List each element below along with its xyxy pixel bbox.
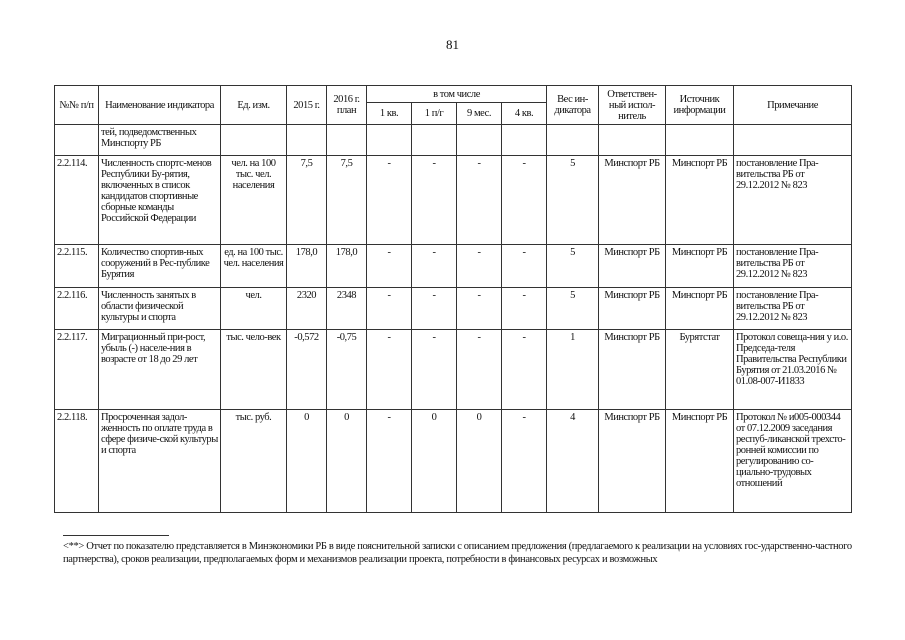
cell-source: Минспорт РБ xyxy=(666,245,734,288)
table-row xyxy=(55,288,852,330)
cell-2016: -0,75 xyxy=(327,330,367,410)
cell-9m: - xyxy=(457,330,502,410)
table-row-continuation xyxy=(55,125,852,156)
table-row xyxy=(55,156,852,245)
header-weight: Вес ин-дикатора xyxy=(547,86,599,125)
cell-responsible: Минспорт РБ xyxy=(599,410,666,513)
cell-responsible: Минспорт РБ xyxy=(599,288,666,330)
header-responsible: Ответствен-ный испол-нитель xyxy=(599,86,666,125)
cell-2015: 178,0 xyxy=(287,245,327,288)
header-including: в том числе xyxy=(367,86,547,103)
cell-num: 2.2.114. xyxy=(55,156,99,245)
table-row xyxy=(55,410,852,513)
cell-unit: тыс. руб. xyxy=(221,410,287,513)
footnote: <**> Отчет по показателю представляется в Минэкономики РБ в виде пояснительной записки с описанием предложения (предлагаемого к реализации на условиях гос-ударственно-частного партнерства), сроков реализации, предполагаемых форм и механизмов реализации проекта, потребности в финансовых ресурсах и возможных xyxy=(63,541,852,565)
cell-weight: 5 xyxy=(547,245,599,288)
cell-name: Численность занятых в области физической культуры и спорта xyxy=(99,288,221,330)
header-9m: 9 мес. xyxy=(457,103,502,125)
header-2015: 2015 г. xyxy=(287,86,327,125)
cell-q4: - xyxy=(502,288,547,330)
cell-unit: тыс. чело-век xyxy=(221,330,287,410)
cell-note: Протокол № и005-000344 от 07.12.2009 заседания респуб-ликанской трехсто-ронней комиссии по регулированию со-циально-трудовых отношений xyxy=(734,410,852,513)
header-q4: 4 кв. xyxy=(502,103,547,125)
cell-unit: ед. на 100 тыс. чел. населения xyxy=(221,245,287,288)
cell-9m: - xyxy=(457,156,502,245)
cell-responsible: Минспорт РБ xyxy=(599,156,666,245)
header-q1: 1 кв. xyxy=(367,103,412,125)
cell-q1: - xyxy=(367,245,412,288)
cell-name: Количество спортив-ных сооружений в Рес-публике Бурятия xyxy=(99,245,221,288)
cell-2015: 2320 xyxy=(287,288,327,330)
cell-source: Минспорт РБ xyxy=(666,410,734,513)
cell-q4: - xyxy=(502,410,547,513)
cell-note: Протокол совеща-ния у и.о. Председа-теля Правительства Республики Бурятия от 21.03.2016 № 01.08-007-И1833 xyxy=(734,330,852,410)
cell-weight: 5 xyxy=(547,156,599,245)
cell-h1: - xyxy=(412,330,457,410)
cell-h1: - xyxy=(412,288,457,330)
cell-name: Численность спортс-менов Республики Бу-рятия, включенных в список кандидатов спортивные сборные команды Российской Федерации xyxy=(99,156,221,245)
table-row xyxy=(55,245,852,288)
cell-responsible: Минспорт РБ xyxy=(599,330,666,410)
continuation-text: тей, подведомственных Минспорту РБ xyxy=(99,125,221,156)
cell-source: Минспорт РБ xyxy=(666,288,734,330)
header-name: Наименование индикатора xyxy=(99,86,221,125)
cell-unit: чел. xyxy=(221,288,287,330)
cell-2016: 7,5 xyxy=(327,156,367,245)
cell-q1: - xyxy=(367,410,412,513)
cell-9m: - xyxy=(457,245,502,288)
cell-q1: - xyxy=(367,330,412,410)
cell-weight: 5 xyxy=(547,288,599,330)
cell-weight: 1 xyxy=(547,330,599,410)
header-num: №№ п/п xyxy=(55,86,99,125)
cell-num: 2.2.117. xyxy=(55,330,99,410)
cell-unit: чел. на 100 тыс. чел. населения xyxy=(221,156,287,245)
cell-2016: 2348 xyxy=(327,288,367,330)
cell-q4: - xyxy=(502,156,547,245)
cell-2015: -0,572 xyxy=(287,330,327,410)
cell-source: Бурятстат xyxy=(666,330,734,410)
cell-name: Просроченная задол-женность по оплате труда в сфере физиче-ской культуры и спорта xyxy=(99,410,221,513)
footnote-divider xyxy=(63,535,169,536)
cell-weight: 4 xyxy=(547,410,599,513)
cell-2015: 7,5 xyxy=(287,156,327,245)
cell-h1: - xyxy=(412,245,457,288)
cell-note: постановление Пра-вительства РБ от 29.12.2012 № 823 xyxy=(734,288,852,330)
cell-q1: - xyxy=(367,156,412,245)
header-h1: 1 п/г xyxy=(412,103,457,125)
cell-num: 2.2.116. xyxy=(55,288,99,330)
cell-q4: - xyxy=(502,245,547,288)
cell-q1: - xyxy=(367,288,412,330)
header-source: Источник информации xyxy=(666,86,734,125)
cell-9m: - xyxy=(457,288,502,330)
cell-9m: 0 xyxy=(457,410,502,513)
table-row xyxy=(55,330,852,410)
header-note: Примечание xyxy=(734,86,852,125)
cell-2016: 178,0 xyxy=(327,245,367,288)
page-number: 81 xyxy=(446,37,459,52)
header-unit: Ед. изм. xyxy=(221,86,287,125)
indicators-table xyxy=(54,85,852,513)
cell-2016: 0 xyxy=(327,410,367,513)
cell-h1: - xyxy=(412,156,457,245)
cell-2015: 0 xyxy=(287,410,327,513)
header-2016: 2016 г. план xyxy=(327,86,367,125)
cell-num: 2.2.118. xyxy=(55,410,99,513)
cell-q4: - xyxy=(502,330,547,410)
cell-source: Минспорт РБ xyxy=(666,156,734,245)
cell-num: 2.2.115. xyxy=(55,245,99,288)
cell-note: постановление Пра-вительства РБ от 29.12.2012 № 823 xyxy=(734,245,852,288)
cell-name: Миграционный при-рост, убыль (-) населе-ния в возрасте от 18 до 29 лет xyxy=(99,330,221,410)
cell-h1: 0 xyxy=(412,410,457,513)
cell-responsible: Минспорт РБ xyxy=(599,245,666,288)
cell-note: постановление Пра-вительства РБ от 29.12.2012 № 823 xyxy=(734,156,852,245)
